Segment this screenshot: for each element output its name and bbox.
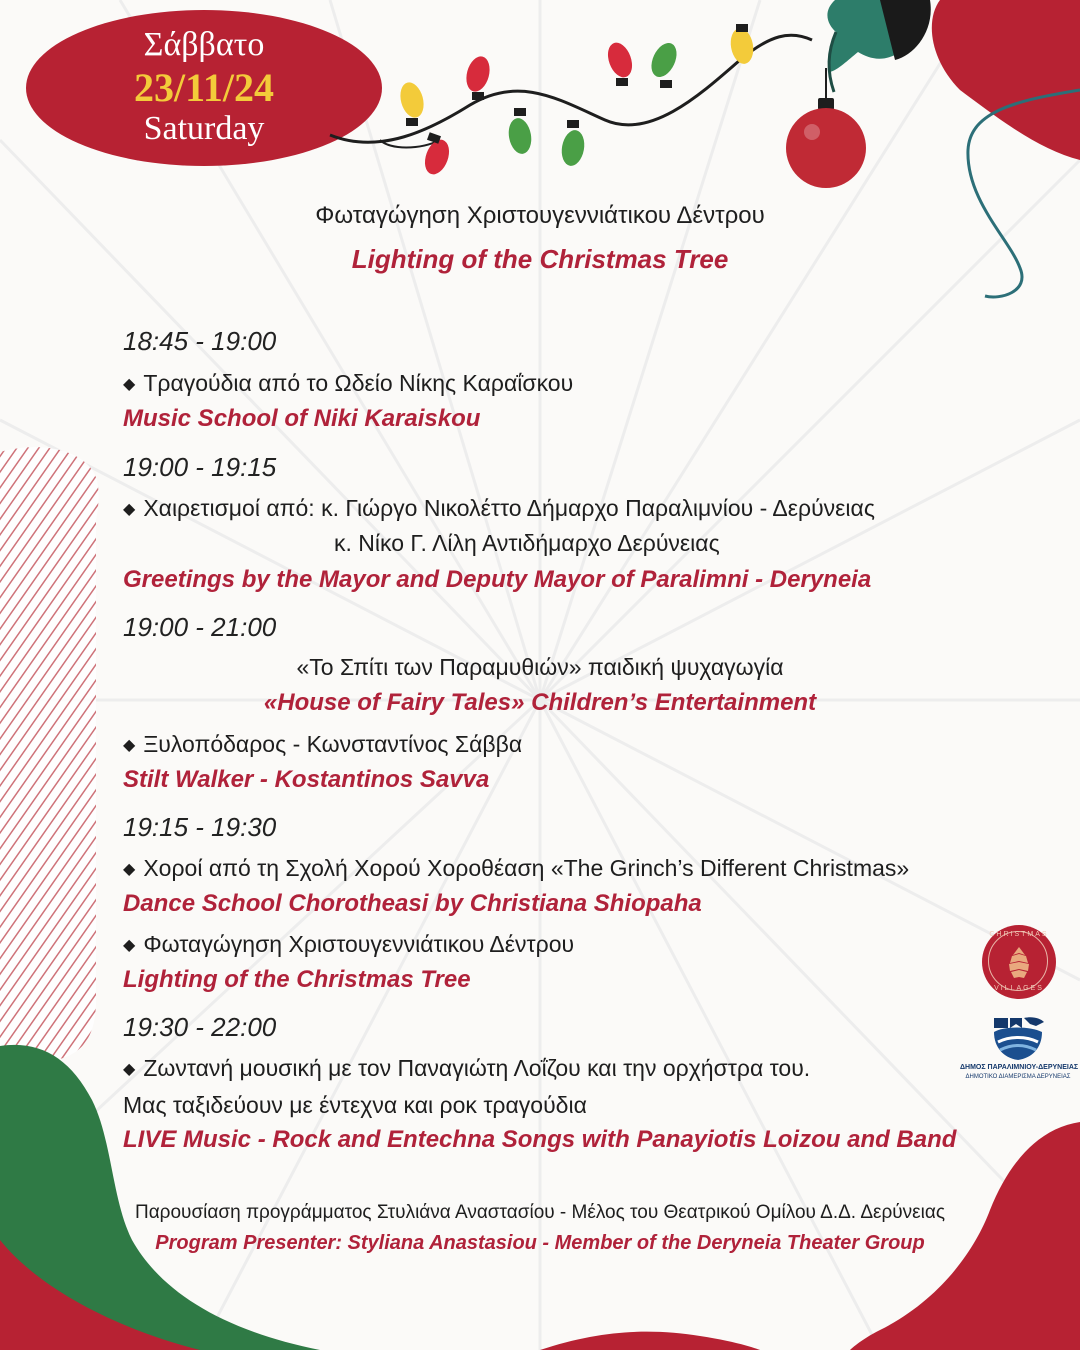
- bullet-icon: ◆: [123, 937, 136, 954]
- bullet-icon: ◆: [123, 737, 136, 754]
- item-english: Lighting of the Christmas Tree: [123, 966, 471, 993]
- day-greek: Σάββατο: [143, 26, 265, 63]
- christmas-villages-logo: [982, 925, 1056, 999]
- item-greek: ◆ Τραγούδια από το Ωδείο Νίκης Καραΐσκου: [123, 370, 574, 396]
- item-english: LIVE Music - Rock and Entechna Songs with Panayiotis Loizou and Band: [123, 1126, 957, 1153]
- logo-text-bottom: VILLAGES: [994, 985, 1044, 992]
- date-badge: [28, 14, 380, 164]
- block-subtitle-english: «House of Fairy Tales» Children’s Entertainment: [263, 689, 817, 716]
- time-slot: 19:15 - 19:30: [123, 812, 277, 842]
- item-greek: ◆ Ξυλοπόδαρος - Κωνσταντίνος Σάββα: [123, 731, 523, 757]
- item-english: Greetings by the Mayor and Deputy Mayor of Paralimni - Deryneia: [123, 566, 872, 593]
- presenter-english: Program Presenter: Styliana Anastasiou - Member of the Deryneia Theater Group: [155, 1232, 925, 1254]
- block-subtitle-greek: «Το Σπίτι των Παραμυθιών» παιδική ψυχαγωγία: [296, 654, 784, 680]
- item-greek-continued: Μας ταξιδεύουν με έντεχνα και ροκ τραγούδια: [123, 1092, 587, 1118]
- christmas-ornament-icon: [786, 68, 866, 188]
- bullet-icon: ◆: [123, 501, 136, 518]
- item-greek: ◆ Χαιρετισμοί από: κ. Γιώργο Νικολέττο Δήμαρχο Παραλιμνίου - Δερύνειας: [123, 495, 875, 521]
- item-english: Dance School Chorotheasi by Christiana Shiopaha: [123, 890, 702, 917]
- bullet-icon: ◆: [123, 376, 136, 393]
- item-greek-continued: κ. Νίκο Γ. Λίλη Αντιδήμαρχο Δερύνειας: [334, 530, 720, 556]
- item-greek: ◆ Χοροί από τη Σχολή Χορού Χοροθέαση «The Grinch’s Different Christmas»: [123, 855, 910, 881]
- presenter-greek: Παρουσίαση προγράμματος Στυλιάνα Αναστασίου - Μέλος του Θεατρικού Ομίλου Δ.Δ. Δερύνειας: [134, 1202, 946, 1223]
- item-greek: ◆ Ζωντανή μουσική με τον Παναγιώτη Λοΐζου και την ορχήστρα του.: [123, 1055, 811, 1081]
- red-blob-top-right: [932, 0, 1080, 160]
- item-english: Music School of Niki Karaiskou: [123, 405, 481, 432]
- municipality-name: ΔΗΜΟΣ ΠΑΡΑΛΙΜΝΙΟΥ-ΔΕΡΥΝΕΙΑΣ: [960, 1064, 1079, 1071]
- event-date: 23/11/24: [133, 65, 275, 110]
- event-title-greek: Φωταγώγηση Χριστουγεννιάτικου Δέντρου: [315, 202, 765, 229]
- time-slot: 18:45 - 19:00: [123, 326, 277, 356]
- item-greek: ◆ Φωταγώγηση Χριστουγεννιάτικου Δέντρου: [123, 931, 575, 957]
- red-blob-bottom-center: [540, 1332, 760, 1350]
- time-slot: 19:00 - 21:00: [123, 612, 277, 642]
- bullet-icon: ◆: [123, 861, 136, 878]
- day-english: Saturday: [143, 110, 265, 147]
- hatched-panel: [0, 447, 99, 1064]
- grinch-hand-icon: [827, 0, 930, 92]
- time-slot: 19:30 - 22:00: [123, 1012, 277, 1042]
- logo-text-top: CHRISTMAS: [989, 931, 1049, 938]
- municipality-subtitle: ΔΗΜΟΤΙΚΟ ΔΙΑΜΕΡΙΣΜΑ ΔΕΡΥΝΕΙΑΣ: [965, 1074, 1071, 1080]
- bullet-icon: ◆: [123, 1061, 136, 1078]
- string-lights-icon: [330, 24, 812, 178]
- municipality-emblem-icon: [960, 1012, 1076, 1064]
- item-english: Stilt Walker - Kostantinos Savva: [123, 766, 490, 793]
- event-title-english: Lighting of the Christmas Tree: [351, 244, 729, 274]
- municipality-logo: [960, 1012, 1079, 1092]
- time-slot: 19:00 - 19:15: [123, 452, 277, 482]
